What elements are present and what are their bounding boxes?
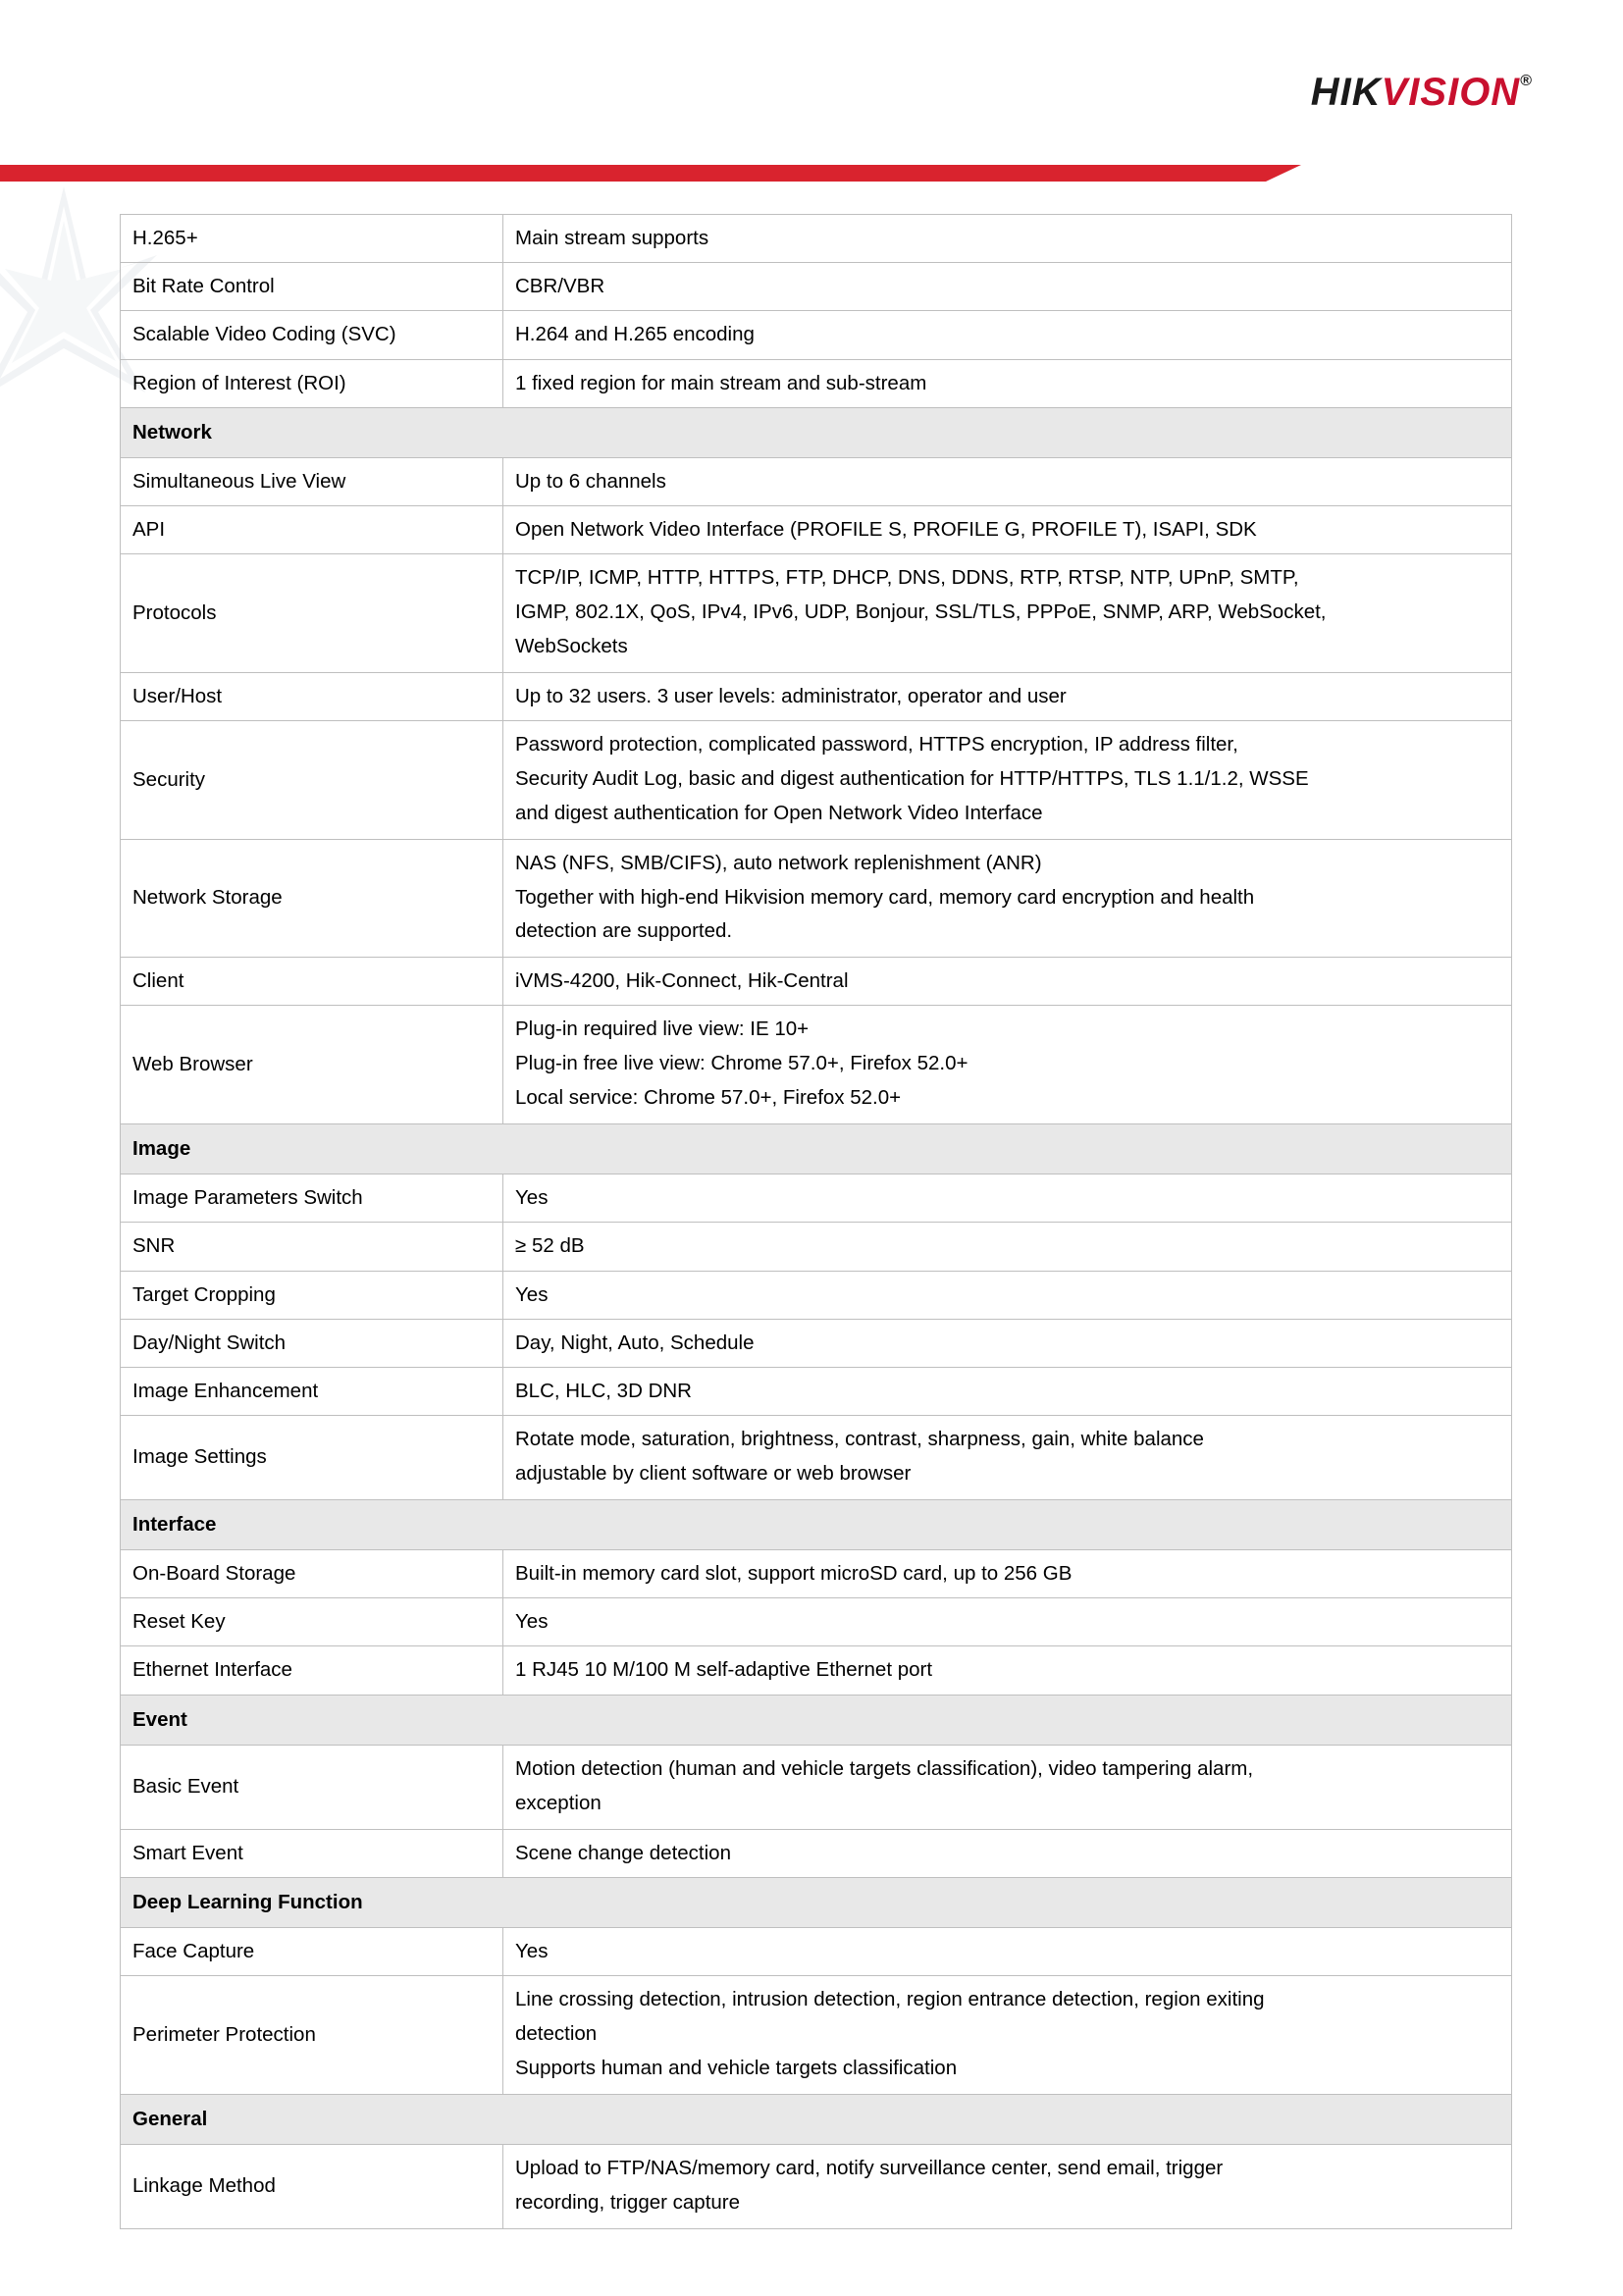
spec-label: Face Capture [121,1927,503,1975]
spec-label: SNR [121,1223,503,1271]
spec-value-line: NAS (NFS, SMB/CIFS), auto network replenishment (ANR) [515,851,1042,874]
spec-label: Target Cropping [121,1271,503,1319]
table-row [121,359,1512,407]
spec-label: Basic Event [121,1745,503,1829]
spec-label: Reset Key [121,1598,503,1646]
spec-value: Yes [503,1174,1512,1223]
spec-label: Smart Event [121,1829,503,1877]
spec-value [503,721,1512,840]
header-red-bar [0,165,1266,182]
logo-text-hik: HIK [1310,71,1382,114]
spec-value [503,839,1512,958]
table-row [121,2144,1512,2228]
table-row [121,1174,1512,1223]
table-row [121,1550,1512,1598]
table-section-row [121,1123,1512,1174]
spec-label: Client [121,958,503,1006]
spec-value-line: Line crossing detection, intrusion detection, region entrance detection, region exiting [515,1988,1265,2011]
spec-value: Open Network Video Interface (PROFILE S, PROFILE G, PROFILE T), ISAPI, SDK [503,506,1512,554]
spec-value: Up to 32 users. 3 user levels: administrator, operator and user [503,672,1512,720]
spec-value-line: recording, trigger capture [515,2190,741,2214]
spec-value-line: Motion detection (human and vehicle targets classification), video tampering alarm, [515,1756,1254,1780]
table-row [121,215,1512,263]
spec-label: Image Enhancement [121,1367,503,1415]
spec-value-line: Password protection, complicated password, HTTPS encryption, IP address filter, [515,733,1238,757]
spec-value-line: Supports human and vehicle targets classification [515,2056,958,2079]
spec-value: Up to 6 channels [503,458,1512,506]
table-row [121,1319,1512,1367]
section-title: General [121,2094,1512,2144]
table-row [121,1829,1512,1877]
table-row [121,1367,1512,1415]
spec-value: Yes [503,1598,1512,1646]
table-row [121,958,1512,1006]
spec-value: H.264 and H.265 encoding [503,311,1512,359]
spec-label: API [121,506,503,554]
spec-value: Built-in memory card slot, support microSD card, up to 256 GB [503,1550,1512,1598]
spec-label: Protocols [121,554,503,673]
spec-value-line: IGMP, 802.1X, QoS, IPv4, IPv6, UDP, Bonjour, SSL/TLS, PPPoE, SNMP, ARP, WebSocket, [515,600,1327,624]
table-row [121,263,1512,311]
spec-label: Security [121,721,503,840]
spec-value-line: Upload to FTP/NAS/memory card, notify surveillance center, send email, trigger [515,2156,1224,2179]
table-section-row [121,1695,1512,1745]
table-row [121,554,1512,673]
logo-registered-mark: ® [1520,73,1533,89]
spec-value: BLC, HLC, 3D DNR [503,1367,1512,1415]
spec-value [503,1416,1512,1500]
spec-label: On-Board Storage [121,1550,503,1598]
table-row [121,1598,1512,1646]
table-row [121,1745,1512,1829]
spec-label: Perimeter Protection [121,1976,503,2095]
spec-label: Bit Rate Control [121,263,503,311]
spec-label: Region of Interest (ROI) [121,359,503,407]
spec-label: Scalable Video Coding (SVC) [121,311,503,359]
spec-value: ≥ 52 dB [503,1223,1512,1271]
table-row [121,721,1512,840]
section-title: Deep Learning Function [121,1877,1512,1927]
table-row [121,839,1512,958]
specifications-table [120,214,1512,2229]
table-section-row [121,2094,1512,2144]
spec-value [503,1006,1512,1124]
table-row [121,672,1512,720]
spec-value: Main stream supports [503,215,1512,263]
spec-value-line: WebSockets [515,635,628,658]
spec-value: iVMS-4200, Hik-Connect, Hik-Central [503,958,1512,1006]
table-row [121,506,1512,554]
table-row [121,1646,1512,1695]
spec-value [503,1745,1512,1829]
table-row [121,1223,1512,1271]
spec-label: Image Parameters Switch [121,1174,503,1223]
spec-label: H.265+ [121,215,503,263]
spec-value [503,554,1512,673]
table-row [121,458,1512,506]
spec-value [503,2144,1512,2228]
spec-value-line: Local service: Chrome 57.0+, Firefox 52.0+ [515,1086,902,1110]
spec-label: Linkage Method [121,2144,503,2228]
spec-value: Scene change detection [503,1829,1512,1877]
spec-value: Yes [503,1927,1512,1975]
spec-value-line: Together with high-end Hikvision memory card, memory card encryption and health [515,885,1255,909]
spec-value-line: and digest authentication for Open Network Video Interface [515,801,1043,824]
section-title: Image [121,1123,1512,1174]
spec-label: Day/Night Switch [121,1319,503,1367]
hikvision-logo [1311,71,1533,115]
spec-value-line: Rotate mode, saturation, brightness, contrast, sharpness, gain, white balance [515,1428,1204,1451]
table-row [121,1976,1512,2095]
spec-label: Network Storage [121,839,503,958]
specifications-table-body [121,215,1512,2229]
table-section-row [121,1877,1512,1927]
table-section-row [121,1499,1512,1549]
spec-value-line: Security Audit Log, basic and digest authentication for HTTP/HTTPS, TLS 1.1/1.2, WSSE [515,767,1309,790]
spec-value: Day, Night, Auto, Schedule [503,1319,1512,1367]
spec-value: 1 RJ45 10 M/100 M self-adaptive Ethernet port [503,1646,1512,1695]
table-row [121,311,1512,359]
section-title: Network [121,407,1512,457]
spec-value-line: TCP/IP, ICMP, HTTP, HTTPS, FTP, DHCP, DNS, DDNS, RTP, RTSP, NTP, UPnP, SMTP, [515,566,1299,590]
page-header [0,0,1623,196]
spec-value-line: adjustable by client software or web browser [515,1462,912,1486]
spec-value-line: detection [515,2022,598,2046]
spec-value-line: exception [515,1791,602,1814]
logo-text-vision: VISION [1381,71,1521,114]
spec-value-line: Plug-in required live view: IE 10+ [515,1018,810,1041]
spec-value-line: detection are supported. [515,919,733,943]
table-row [121,1927,1512,1975]
spec-value: CBR/VBR [503,263,1512,311]
spec-label: Ethernet Interface [121,1646,503,1695]
spec-label: Web Browser [121,1006,503,1124]
table-row [121,1006,1512,1124]
table-section-row [121,407,1512,457]
section-title: Event [121,1695,1512,1745]
spec-label: User/Host [121,672,503,720]
spec-value: Yes [503,1271,1512,1319]
spec-value [503,1976,1512,2095]
spec-label: Simultaneous Live View [121,458,503,506]
spec-value: 1 fixed region for main stream and sub-stream [503,359,1512,407]
spec-label: Image Settings [121,1416,503,1500]
spec-value-line: Plug-in free live view: Chrome 57.0+, Firefox 52.0+ [515,1052,969,1075]
table-row [121,1271,1512,1319]
section-title: Interface [121,1499,1512,1549]
table-row [121,1416,1512,1500]
